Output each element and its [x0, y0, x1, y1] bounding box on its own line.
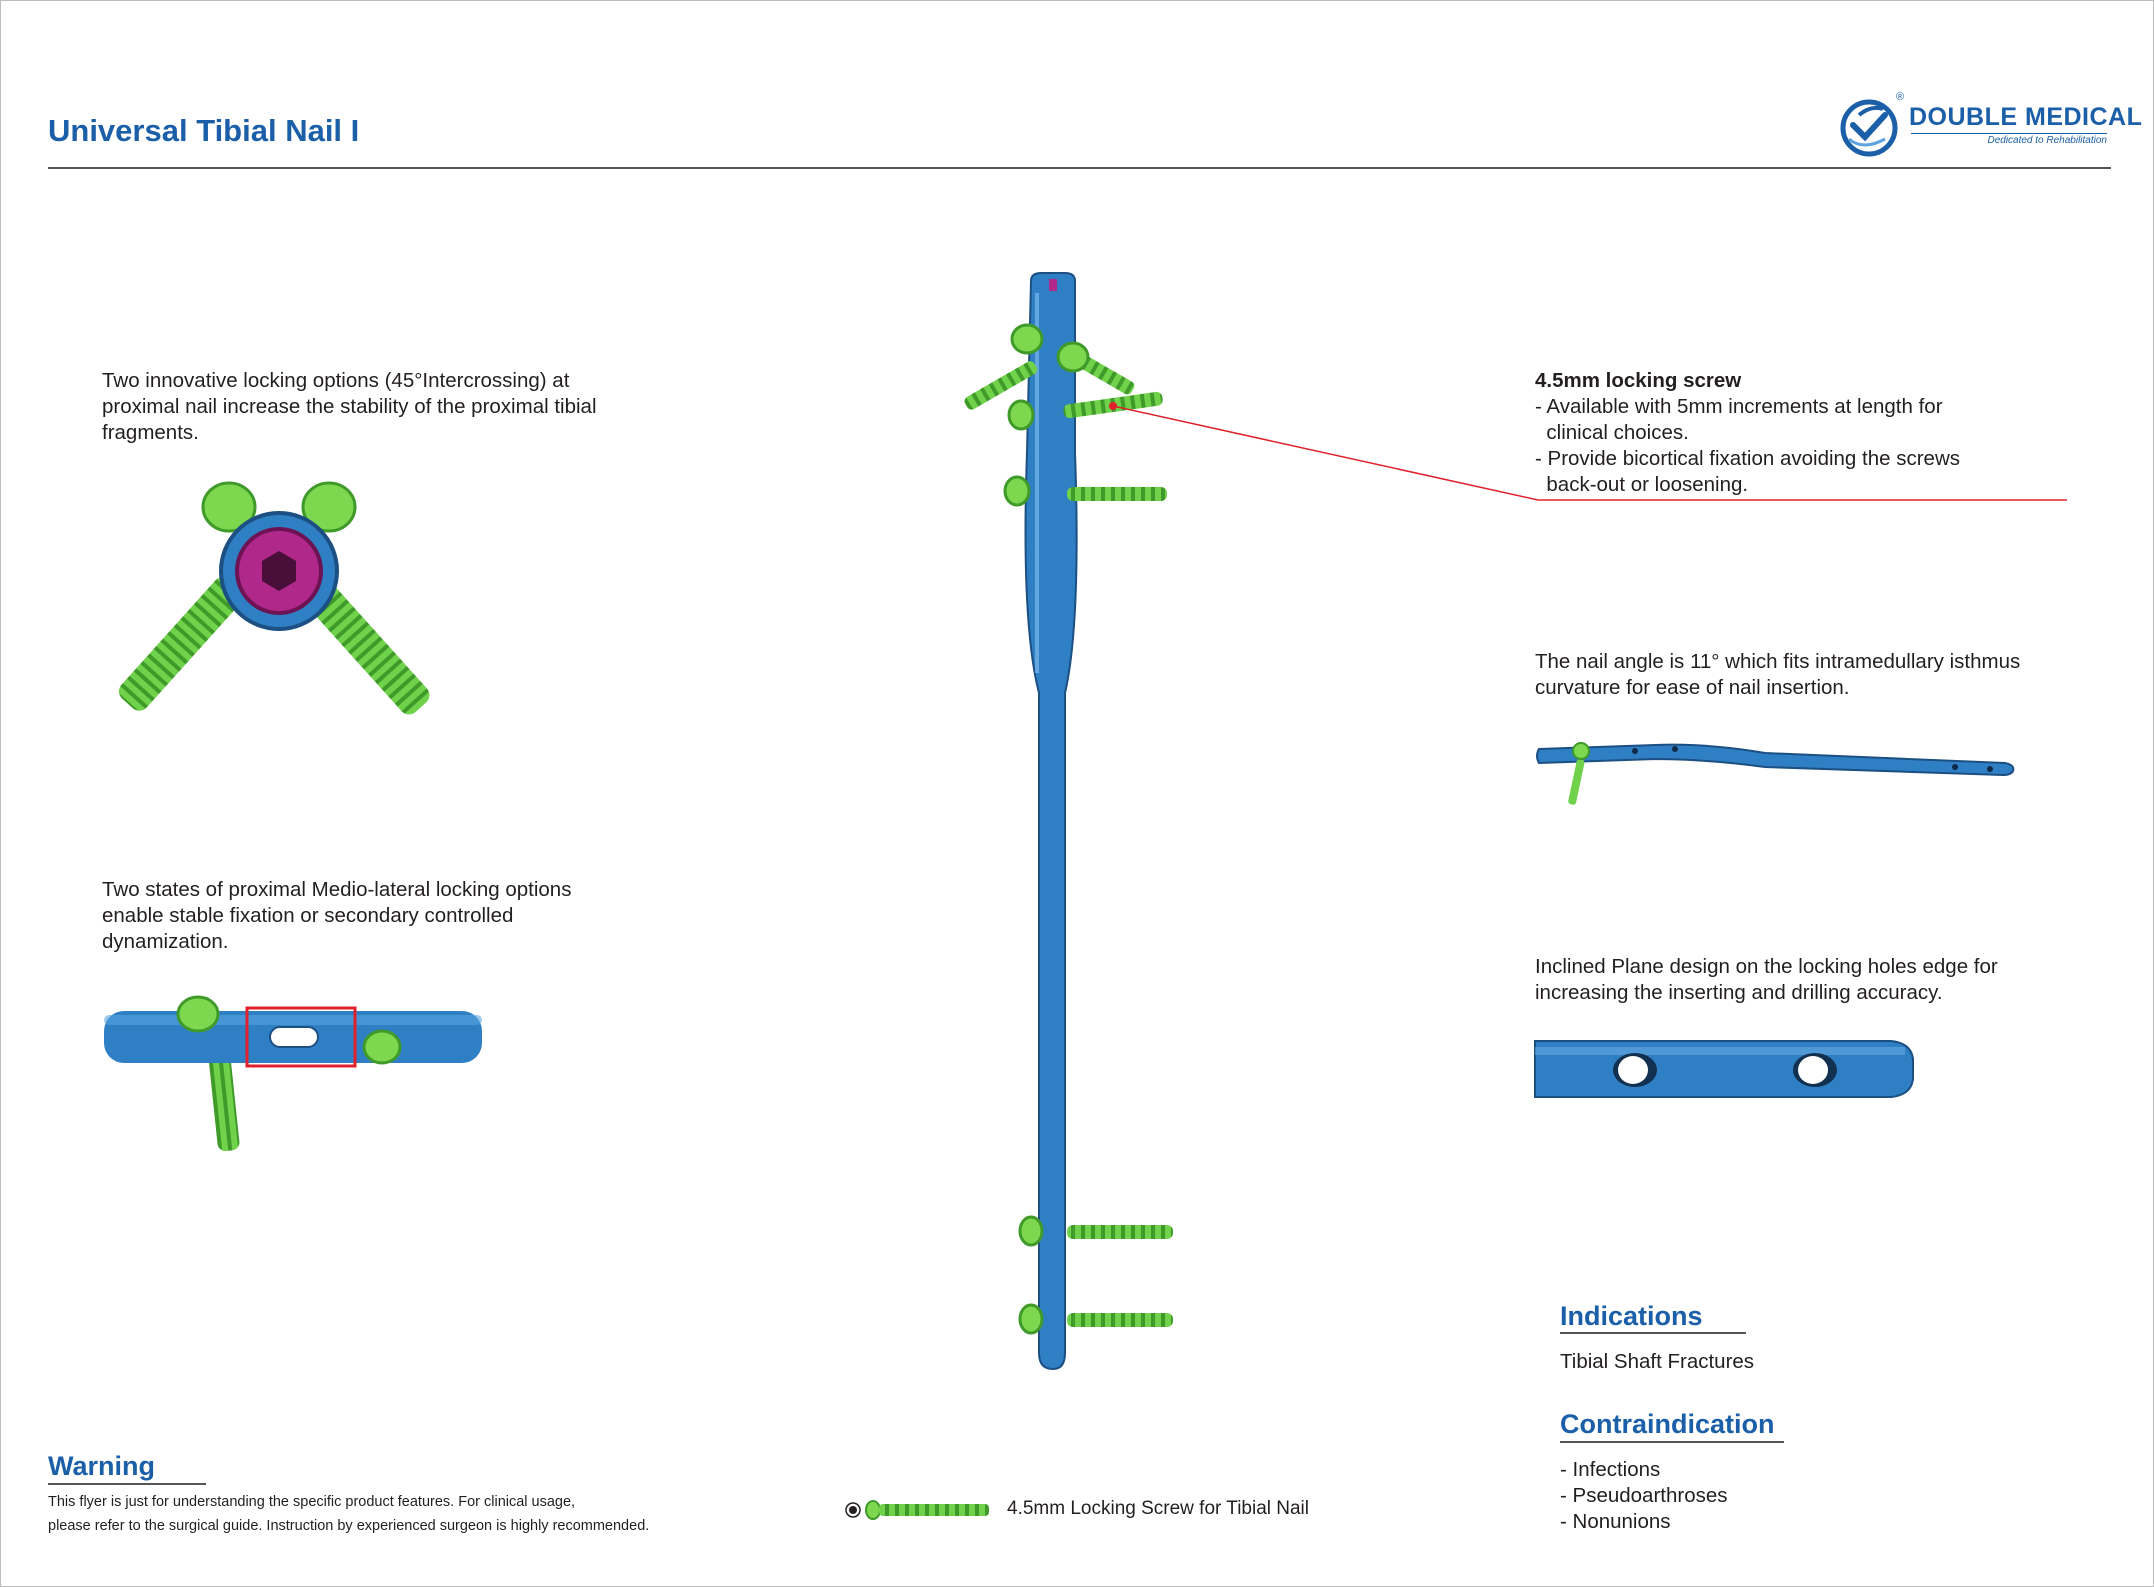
contraindication-item: - Infections — [1560, 1458, 1661, 1481]
double-medical-logo-icon — [1839, 95, 1899, 161]
locking-screw-line: clinical choices. — [1535, 421, 1689, 444]
indications-list — [1560, 1349, 1754, 1375]
contraindication-item: - Pseudoarthroses — [1560, 1484, 1728, 1507]
indication-item: Tibial Shaft Fractures — [1560, 1350, 1755, 1373]
intercrossing-screws-image — [99, 479, 459, 739]
indications-rule — [1560, 1332, 1746, 1334]
medio-lateral-description — [102, 877, 662, 955]
warning-line: please refer to the surgical guide. Instruction by experienced surgeon is highly recommended. — [48, 1518, 650, 1534]
header-divider — [48, 167, 2111, 169]
warning-line: This flyer is just for understanding the specific product features. For clinical usage, — [48, 1494, 576, 1510]
medio-lateral-nail-image — [102, 991, 487, 1166]
warning-title: Warning — [48, 1451, 155, 1481]
medio-lateral-text: Two states of proximal Medio-lateral locking options enable stable fixation or secondary controlled dynamization. — [102, 878, 572, 953]
warning-text — [48, 1490, 649, 1538]
locking-screw-line: back-out or loosening. — [1535, 473, 1749, 496]
locking-screw-icon — [865, 1500, 995, 1520]
intercrossing-text: Two innovative locking options (45°Intercrossing) at proximal nail increase the stability of the proximal tibial fragments. — [102, 369, 597, 444]
warning-rule — [48, 1483, 206, 1485]
nail-angle-text: The nail angle is 11° which fits intramedullary isthmus curvature for ease of nail insertion. — [1535, 650, 2021, 699]
inclined-plane-text: Inclined Plane design on the locking holes edge for increasing the inserting and drilling accuracy. — [1535, 955, 1998, 1004]
brand-tagline: Dedicated to Rehabilitation — [1987, 135, 2107, 146]
nail-angle-description — [1535, 649, 2115, 701]
page-title: Universal Tibial Nail I — [48, 113, 360, 148]
contraindication-item: - Nonunions — [1560, 1510, 1671, 1533]
brand-tagline-rule — [1911, 133, 2107, 134]
locking-screw-line: - Available with 5mm increments at length for — [1535, 395, 1943, 418]
inclined-plane-description — [1535, 954, 2115, 1006]
registered-mark: ® — [1896, 91, 1905, 103]
locking-screw-title: 4.5mm locking screw — [1535, 369, 1742, 392]
nail-angle-side-image — [1535, 729, 2025, 809]
brand-logo — [1839, 91, 2143, 161]
locking-screw-description — [1535, 368, 2095, 498]
contraindication-list — [1560, 1457, 1728, 1535]
legend-label: 4.5mm Locking Screw for Tibial Nail — [1007, 1498, 1309, 1519]
brand-name: DOUBLE MEDICAL — [1909, 103, 2143, 131]
radio-bullet-icon — [845, 1502, 861, 1518]
contraindication-title: Contraindication — [1560, 1409, 1775, 1439]
inclined-plane-nail-image — [1535, 1039, 1915, 1101]
locking-screw-line: - Provide bicortical fixation avoiding the screws — [1535, 447, 1960, 470]
intercrossing-description — [102, 368, 662, 446]
contraindication-rule — [1560, 1441, 1784, 1443]
indications-title: Indications — [1560, 1301, 1703, 1331]
